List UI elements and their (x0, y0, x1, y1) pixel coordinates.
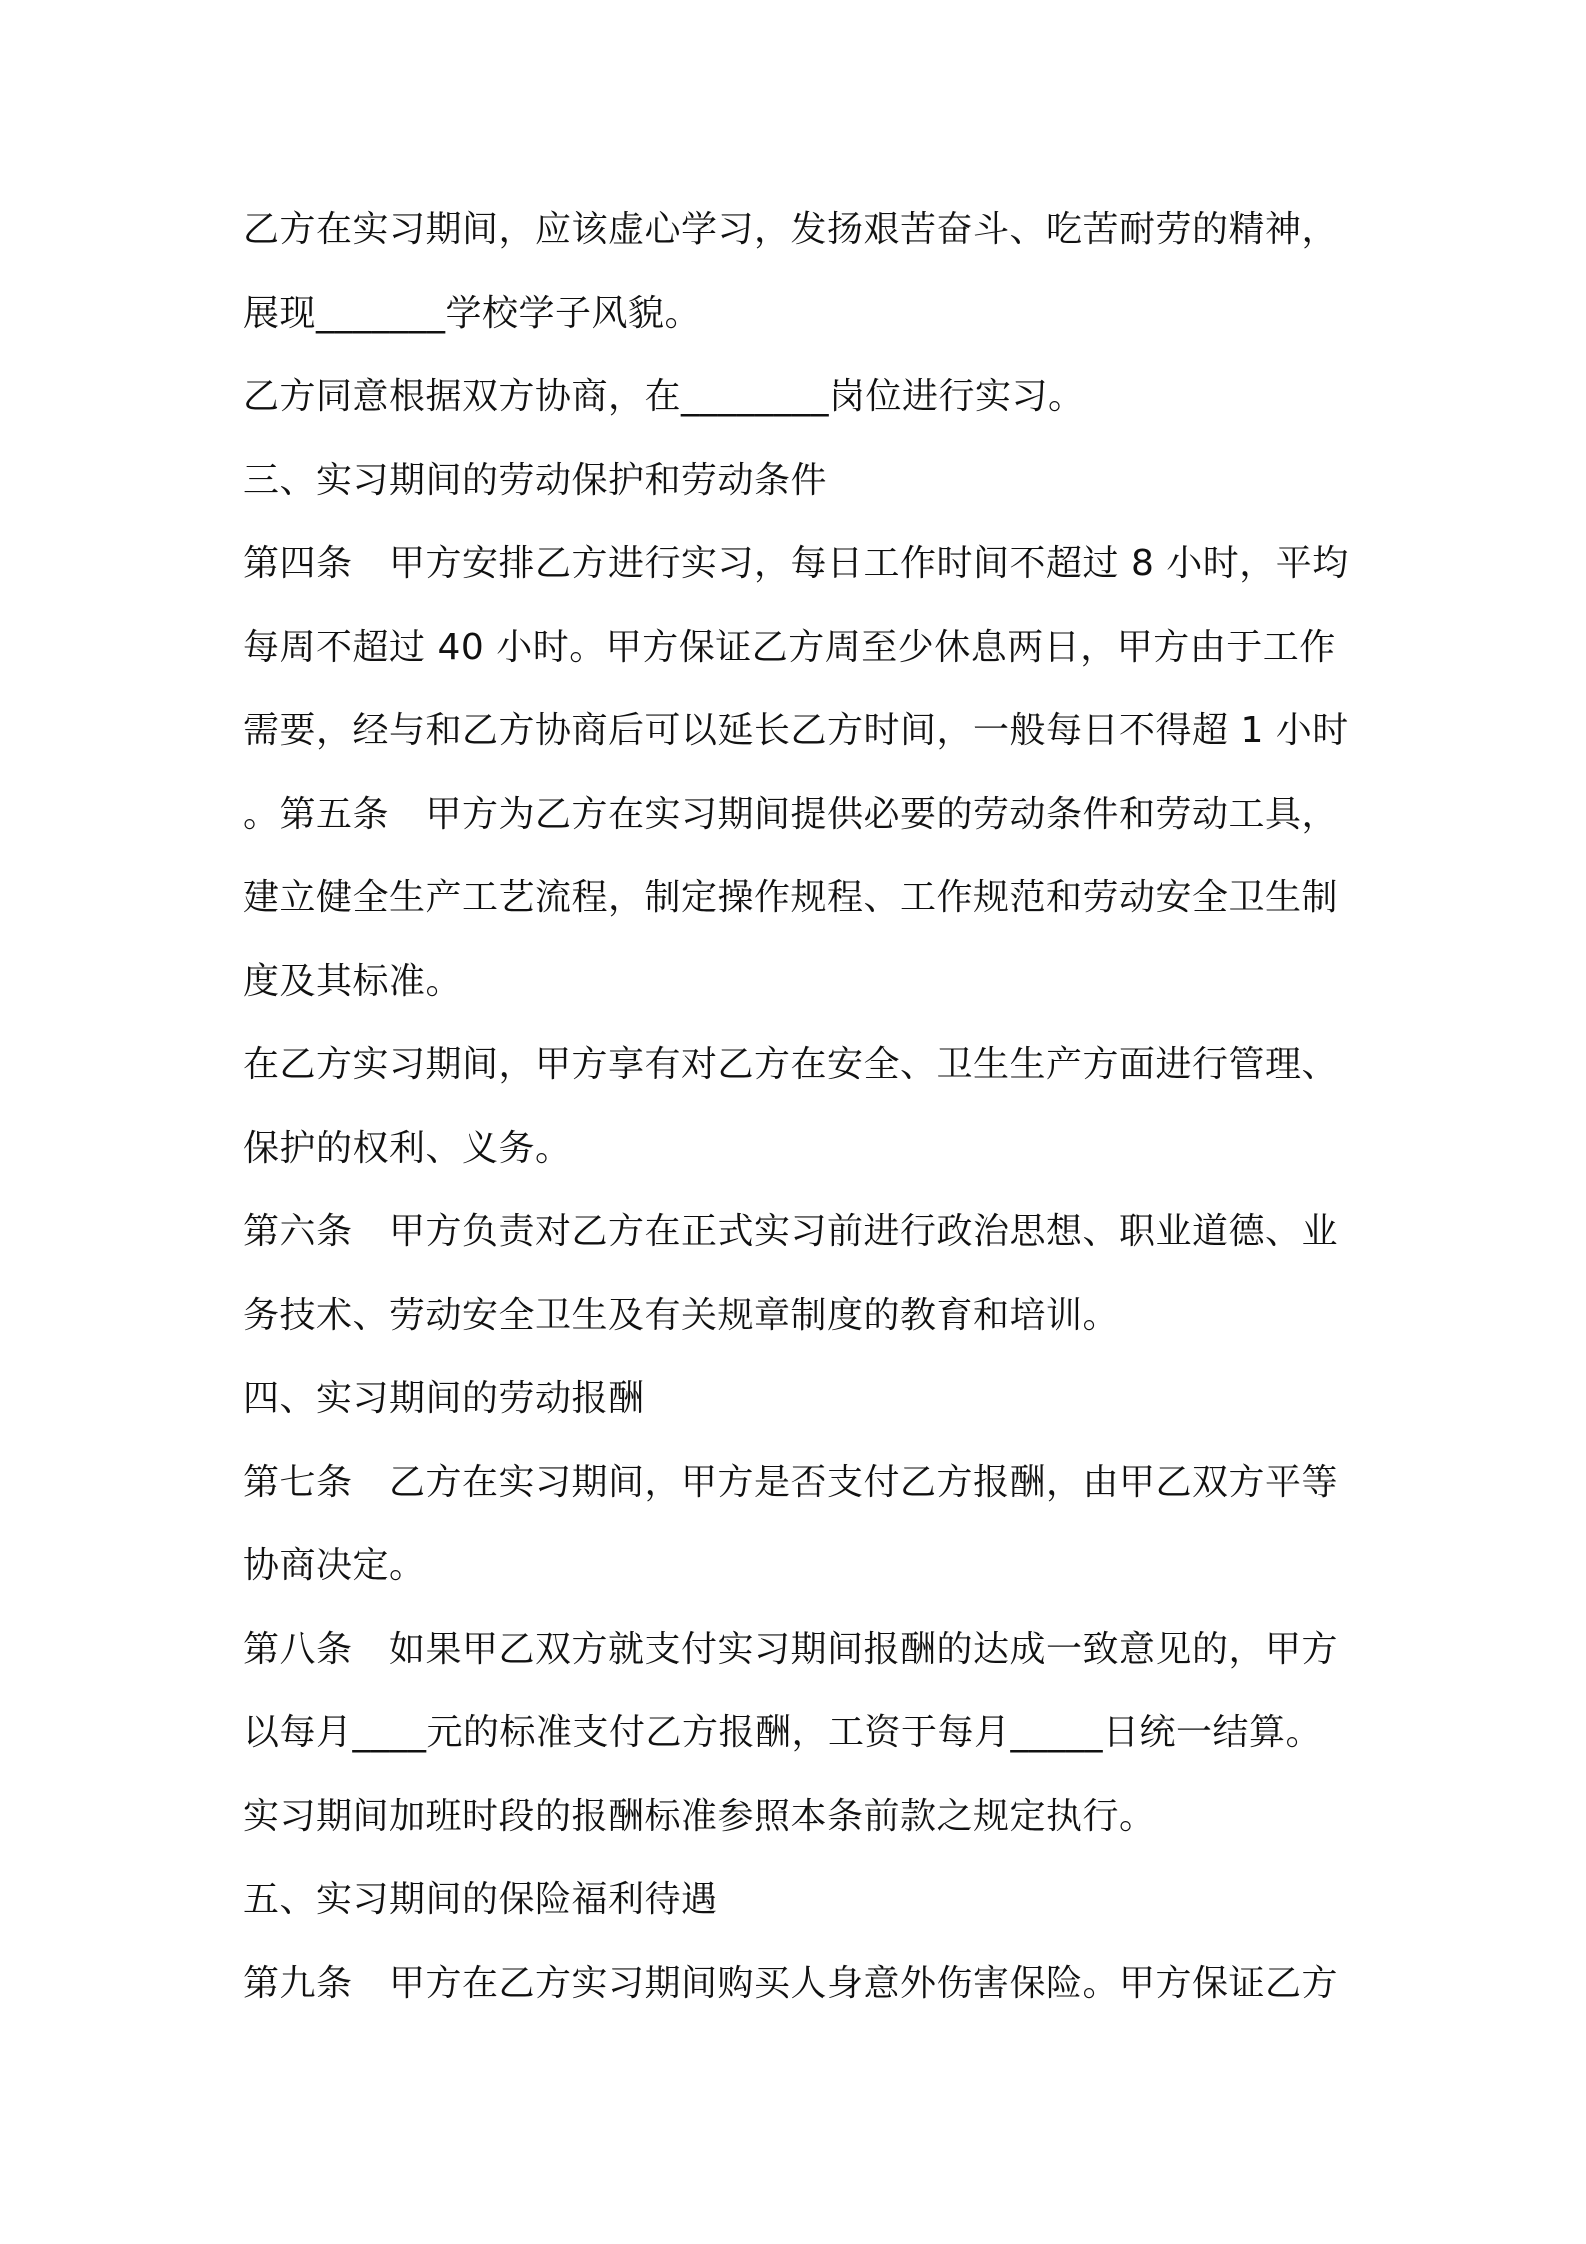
text-line: 度及其标准。 (243, 960, 463, 1002)
text-line: 实习期间加班时段的报酬标准参照本条前款之规定执行。 (243, 1795, 1156, 1837)
text-line: 在乙方实习期间，甲方享有对乙方在安全、卫生生产方面进行管理、 (243, 1044, 1339, 1085)
section-heading: 五、实习期间的保险福利待遇 (243, 1879, 718, 1920)
text-line: 第七条 乙方在实习期间，甲方是否支付乙方报酬，由甲乙双方平等 (243, 1461, 1339, 1503)
text-line: 。第五条 甲方为乙方在实习期间提供必要的劳动条件和劳动工具， (243, 793, 1339, 835)
text-line: 乙方同意根据双方协商，在________岗位进行实习。 (243, 376, 1085, 417)
text-line: 保护的权利、义务。 (243, 1127, 572, 1169)
text-line: 以每月____元的标准支付乙方报酬，工资于每月_____日统一结算。 (243, 1712, 1323, 1753)
text-line: 展现_______学校学子风貌。 (243, 292, 702, 334)
text-line: 第六条 甲方负责对乙方在正式实习前进行政治思想、职业道德、业 (243, 1211, 1339, 1252)
text-line: 第九条 甲方在乙方实习期间购买人身意外伤害保险。甲方保证乙方 (243, 1962, 1339, 2004)
text-line: 第八条 如果甲乙双方就支付实习期间报酬的达成一致意见的，甲方 (243, 1628, 1339, 1670)
text-line: 乙方在实习期间，应该虚心学习，发扬艰苦奋斗、吃苦耐劳的精神， (243, 209, 1339, 250)
text-line: 务技术、劳动安全卫生及有关规章制度的教育和培训。 (243, 1294, 1120, 1336)
text-line: 建立健全生产工艺流程，制定操作规程、工作规范和劳动安全卫生制 (243, 877, 1339, 918)
section-heading: 三、实习期间的劳动保护和劳动条件 (243, 459, 828, 501)
document-body (243, 198, 1363, 2035)
section-heading: 四、实习期间的劳动报酬 (243, 1378, 645, 1419)
text-line: 每周不超过 40 小时。甲方保证乙方周至少休息两日，甲方由于工作 (243, 626, 1336, 668)
text-line: 需要，经与和乙方协商后可以延长乙方时间，一般每日不得超 1 小时 (243, 710, 1349, 751)
text-line: 第四条 甲方安排乙方进行实习，每日工作时间不超过 8 小时，平均 (243, 543, 1349, 584)
text-line: 协商决定。 (243, 1545, 426, 1586)
